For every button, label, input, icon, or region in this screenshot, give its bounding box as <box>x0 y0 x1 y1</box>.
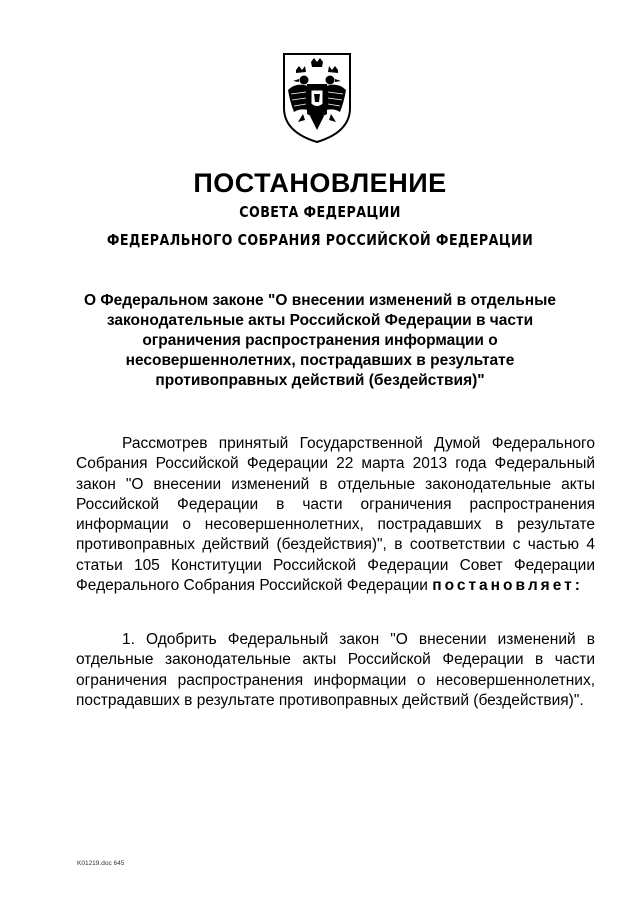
file-reference: K01219.doc 645 <box>77 860 125 867</box>
document-heading: О Федеральном законе "О внесении изменений в отдельные законодательные акты Российской Федерации в части ограничения распространения информации о несовершеннолетних, пострадавших в результате противоправных действий (бездействия)" <box>84 292 556 389</box>
page-subtitle-assembly: ФЕДЕРАЛЬНОГО СОБРАНИЯ РОССИЙСКОЙ ФЕДЕРАЦИИ <box>106 231 534 249</box>
page-title: ПОСТАНОВЛЕНИЕ <box>193 168 447 198</box>
resolves-word: постановляет: <box>432 577 583 595</box>
resolution-preamble <box>76 434 595 596</box>
resolution-item-1 <box>76 630 595 711</box>
coat-of-arms-icon <box>278 50 356 146</box>
page-subtitle-council: СОВЕТА ФЕДЕРАЦИИ <box>239 203 401 221</box>
preamble-text: Рассмотрев принятый Государственной Думой Федерального Собрания Российской Федерации 22 марта 2013 года Федеральный закон "О внесении изменений в отдельные законодательные акты Российской Федерации в части ограничения распространения информации о несовершеннолетних, пострадавших в результате противоправных действий (бездействия)", в соответствии с частью 4 статьи 105 Конституции Российской Федерации Совет Федерации Федерального Собрания Российской Федерации <box>76 435 595 595</box>
item-1-text: 1. Одобрить Федеральный закон "О внесении изменений в отдельные законодательные акты Российской Федерации в части ограничения распространения информации о несовершеннолетних, пострадавших в результате противоправных действий (бездействия)". <box>76 631 595 709</box>
